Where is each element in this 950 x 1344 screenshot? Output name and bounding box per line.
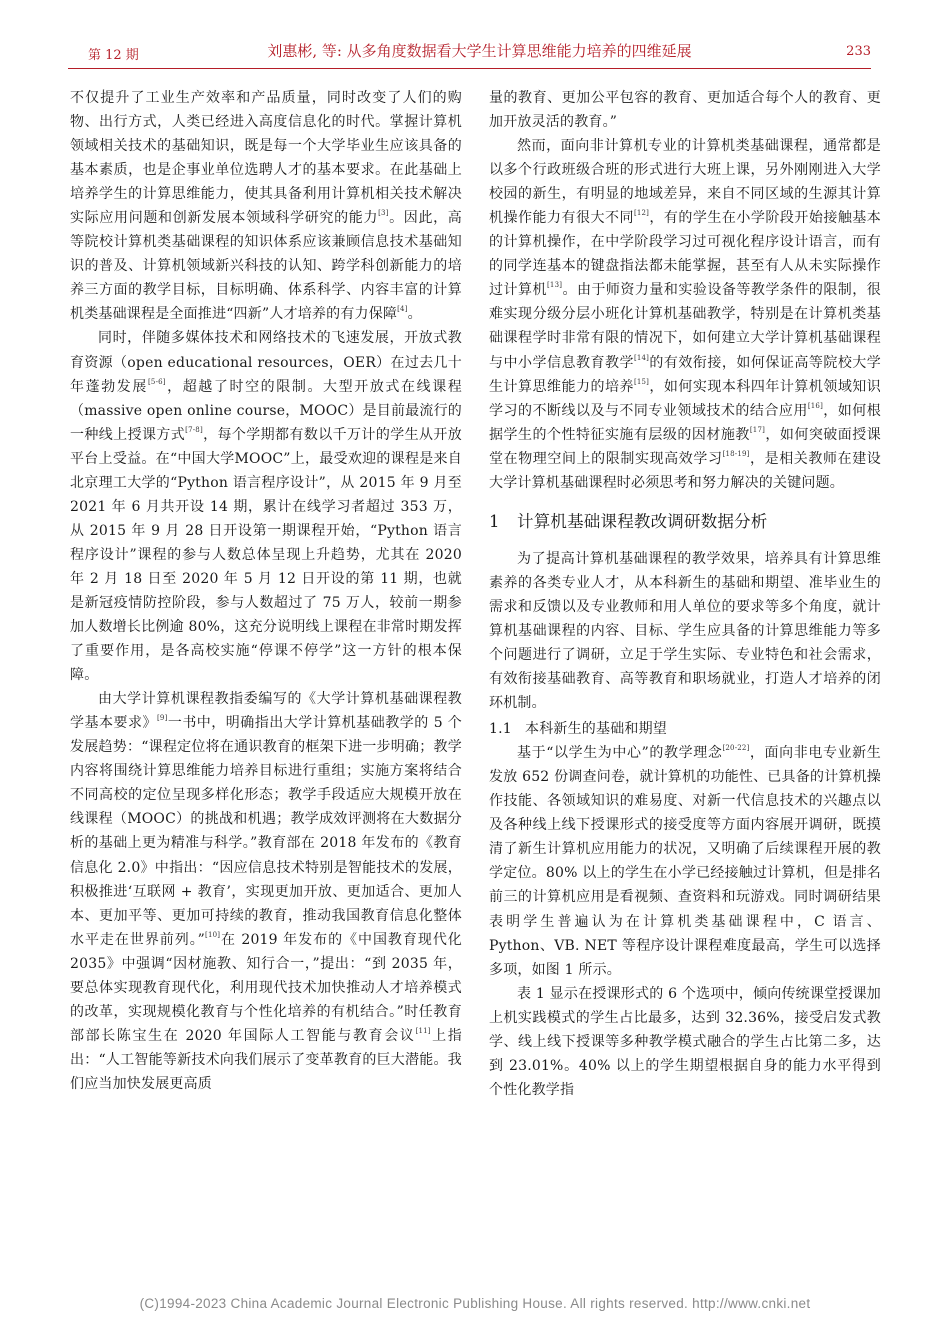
citation[interactable]: [13] [546, 281, 563, 290]
citation[interactable]: [7-8] [185, 425, 203, 434]
citation[interactable]: [15] [633, 377, 650, 386]
paragraph: 然而，面向非计算机专业的计算机类基础课程，通常都是以多个行政班级合班的形式进行大班上课，另外刚刚进入大学校园的新生，有明显的地域差异，来自不同区域的生源其计算机操作能力有很大不同[12]，有的学生在小学阶段开始接触基本的计算机操作，在中学阶段学习过可视化程序设计语言，而有的同学连基本的键盘指法都未能掌握，甚至有人从未实际操作过计算机[13]。由于师资力量和实验设备等教学条件的限制，很难实现分级分层小班化计算机基础教学，特别是在计算机类基础课程学时非常有限的情况下，如何建立大学计算机基础课程与中小学信息教育教学[14]的有效衔接，如何保证高等院校大学生计算思维能力的培养[15]，如何实现本科四年计算机领域知识学习的不断线以及与不同专业领域技术的结合应用[16]，如何根据学生的个性特征实施有层级的因材施教[17]，如何突破面授课堂在物理空间上的限制实现高效学习[18-19]，是相关教师在建设大学计算机基础课程时必须思考和努力解决的关键问题。 [489, 138, 882, 491]
left-column [70, 86, 462, 1096]
subsection-title: 本科新生的基础和期望 [525, 721, 667, 738]
issue-number: 第 12 期 [88, 48, 139, 63]
paragraph: 由大学计算机课程教指委编写的《大学计算机基础课程教学基本要求》[9]一书中，明确指出大学计算机基础教学的 5 个发展趋势：“课程定位将在通识教育的框架下进一步明确；教学内容将围绕计算思维能力培养目标进行重组；实施方案将结合不同高校的定位呈现多样化形态；教学手段适应大规模开放在线课程（MOOC）的挑战和机遇；教学成效评测将在大数据分析的基础上更为精准与科学。”教育部在 2018 年发布的《教育信息化 2.0》中指出：“因应信息技术特别是智能技术的发展，积极推进‘互联网 + 教育’，实现更加开放、更加适合、更加人本、更加平等、更加可持续的教育，推动我国教育信息化整体水平走在世界前列。”[10]在 2019 年发布的《中国教育现代化 2035》中强调“因材施教、知行合一，”提出：“到 2035 年，要总体实现教育现代化，利用现代技术加快推动人才培养模式的改革，实现规模化教育与个性化培养的有机结合。”时任教育部部长陈宝生在 2020 年国际人工智能与教育会议[11]上指出：“人工智能等新技术向我们展示了变革教育的巨大潜能。我们应当加快发展更高质 [70, 691, 462, 1092]
header-rule [68, 68, 871, 69]
citation[interactable]: [10] [205, 930, 221, 939]
citation[interactable]: [16] [807, 401, 824, 410]
paragraph: 同时，伴随多媒体技术和网络技术的飞速发展，开放式教育资源（open educational resources，OER）在过去几十年蓬勃发展[5-6]，超越了时空的限制。大型开放式在线课程（massive open online course，MOOC）是目前最流行的一种线上授课方式[7-8]，每个学期都有数以千万计的学生从开放平台上受益。在“中国大学MOOC”上，最受欢迎的课程是来自北京理工大学的“Python 语言程序设计”，从 2015 年 9 月至 2021 年 6 月共开设 14 期，累计在线学习者超过 353 万，从 2015 年 9 月 28 日开设第一期课程开始，“Python 语言程序设计”课程的参与人数总体呈现上升趋势，尤其在 2020 年 2 月 18 日至 2020 年 5 月 12 日开设的第 11 期，也就是新冠疫情防控阶段，参与人数超过了 75 万人，较前一期参加人数增长比例逾 80%，这充分说明线上课程在非常时期发挥了重要作用，是各高校实施“停课不停学”这一方针的根本保障。 [70, 330, 463, 684]
section-heading [489, 509, 881, 535]
paragraph: 表 1 显示在授课形式的 6 个选项中，倾向传统课堂授课加上机实践模式的学生占比最多，达到 32.36%，接受启发式教学、线上线下授课等多种教学模式融合的学生占比第二多，达到 23.01%。40% 以上的学生期望根据自身的能力水平得到个性化教学指 [489, 985, 881, 1098]
section-number: 1 [489, 511, 500, 531]
citation[interactable]: [20-22] [722, 744, 750, 753]
citation[interactable]: [14] [633, 353, 650, 362]
citation[interactable]: [9] [157, 714, 168, 723]
page-number: 233 [846, 44, 871, 59]
subsection-number: 1.1 [489, 721, 512, 738]
paragraph: 不仅提升了工业生产效率和产品质量，同时改变了人们的购物、出行方式，人类已经进入高度信息化的时代。掌握计算机领域相关技术的基础知识，既是每一个大学毕业生应该具备的基本素质，也是企事业单位选聘人才的基本要求。在此基础上培养学生的计算思维能力，使其具备利用计算机相关技术解决实际应用问题和创新发展本领域科学研究的能力[3]。因此，高等院校计算机类基础课程的知识体系应该兼顾信息技术基础知识的普及、计算机领域新兴科技的认知、跨学科创新能力的培养三方面的教学目标，目标明确、体系科学、内容丰富的计算机类基础课程是全面推进“四新”人才培养的有力保障[4]。 [70, 90, 463, 323]
copyright-footer: (C)1994-2023 China Academic Journal Electronic Publishing House. All rights reserved. http://www.cnki.net [139, 1296, 811, 1311]
paragraph: 为了提高计算机基础课程的教学效果，培养具有计算思维素养的各类专业人才，从本科新生的基础和期望、准毕业生的需求和反馈以及专业教师和用人单位的要求等多个角度，就计算机基础课程的内容、目标、学生应具备的计算思维能力等多个问题进行了调研，立足于学生实际、专业特色和社会需求，有效衔接基础教育、高等教育和职场就业，打造人才培养的闭环机制。 [489, 550, 881, 712]
citation[interactable]: [12] [633, 209, 650, 218]
citation[interactable]: [5-6] [147, 377, 166, 386]
paragraph: 量的教育、更加公平包容的教育、更加适合每个人的教育、更加开放灵活的教育。” [489, 90, 881, 131]
citation[interactable]: [17] [749, 425, 766, 434]
running-header [88, 40, 871, 64]
citation[interactable]: [18-19] [722, 449, 750, 458]
running-title: 刘惠彬, 等: 从多角度数据看大学生计算思维能力培养的四维延展 [267, 42, 692, 60]
right-column [489, 86, 881, 1102]
paragraph: 基于“以学生为中心”的教学理念[20-22]，面向非电专业新生发放 652 份调查问卷，就计算机的功能性、已具备的计算机操作技能、各领域知识的难易度、对新一代信息技术的兴趣点以及各种线上线下授课形式的接受度等方面内容展开调研，既摸清了新生计算机应用能力的状况，又明确了后续课程开展的教学定位。80% 以上的学生在小学已经接触过计算机，但是排名前三的计算机应用是看视频、查资料和玩游戏。同时调研结果表明学生普遍认为在计算机类基础课程中，C 语言、Python、VB. NET 等程序设计课程难度最高，学生可以选择多项，如图 1 所示。 [489, 744, 881, 978]
citation[interactable]: [4] [397, 305, 408, 314]
section-title: 计算机基础课程教改调研数据分析 [517, 511, 768, 531]
subsection-heading [489, 717, 881, 741]
citation[interactable]: [3] [378, 209, 389, 218]
citation[interactable]: [11] [415, 1026, 431, 1035]
